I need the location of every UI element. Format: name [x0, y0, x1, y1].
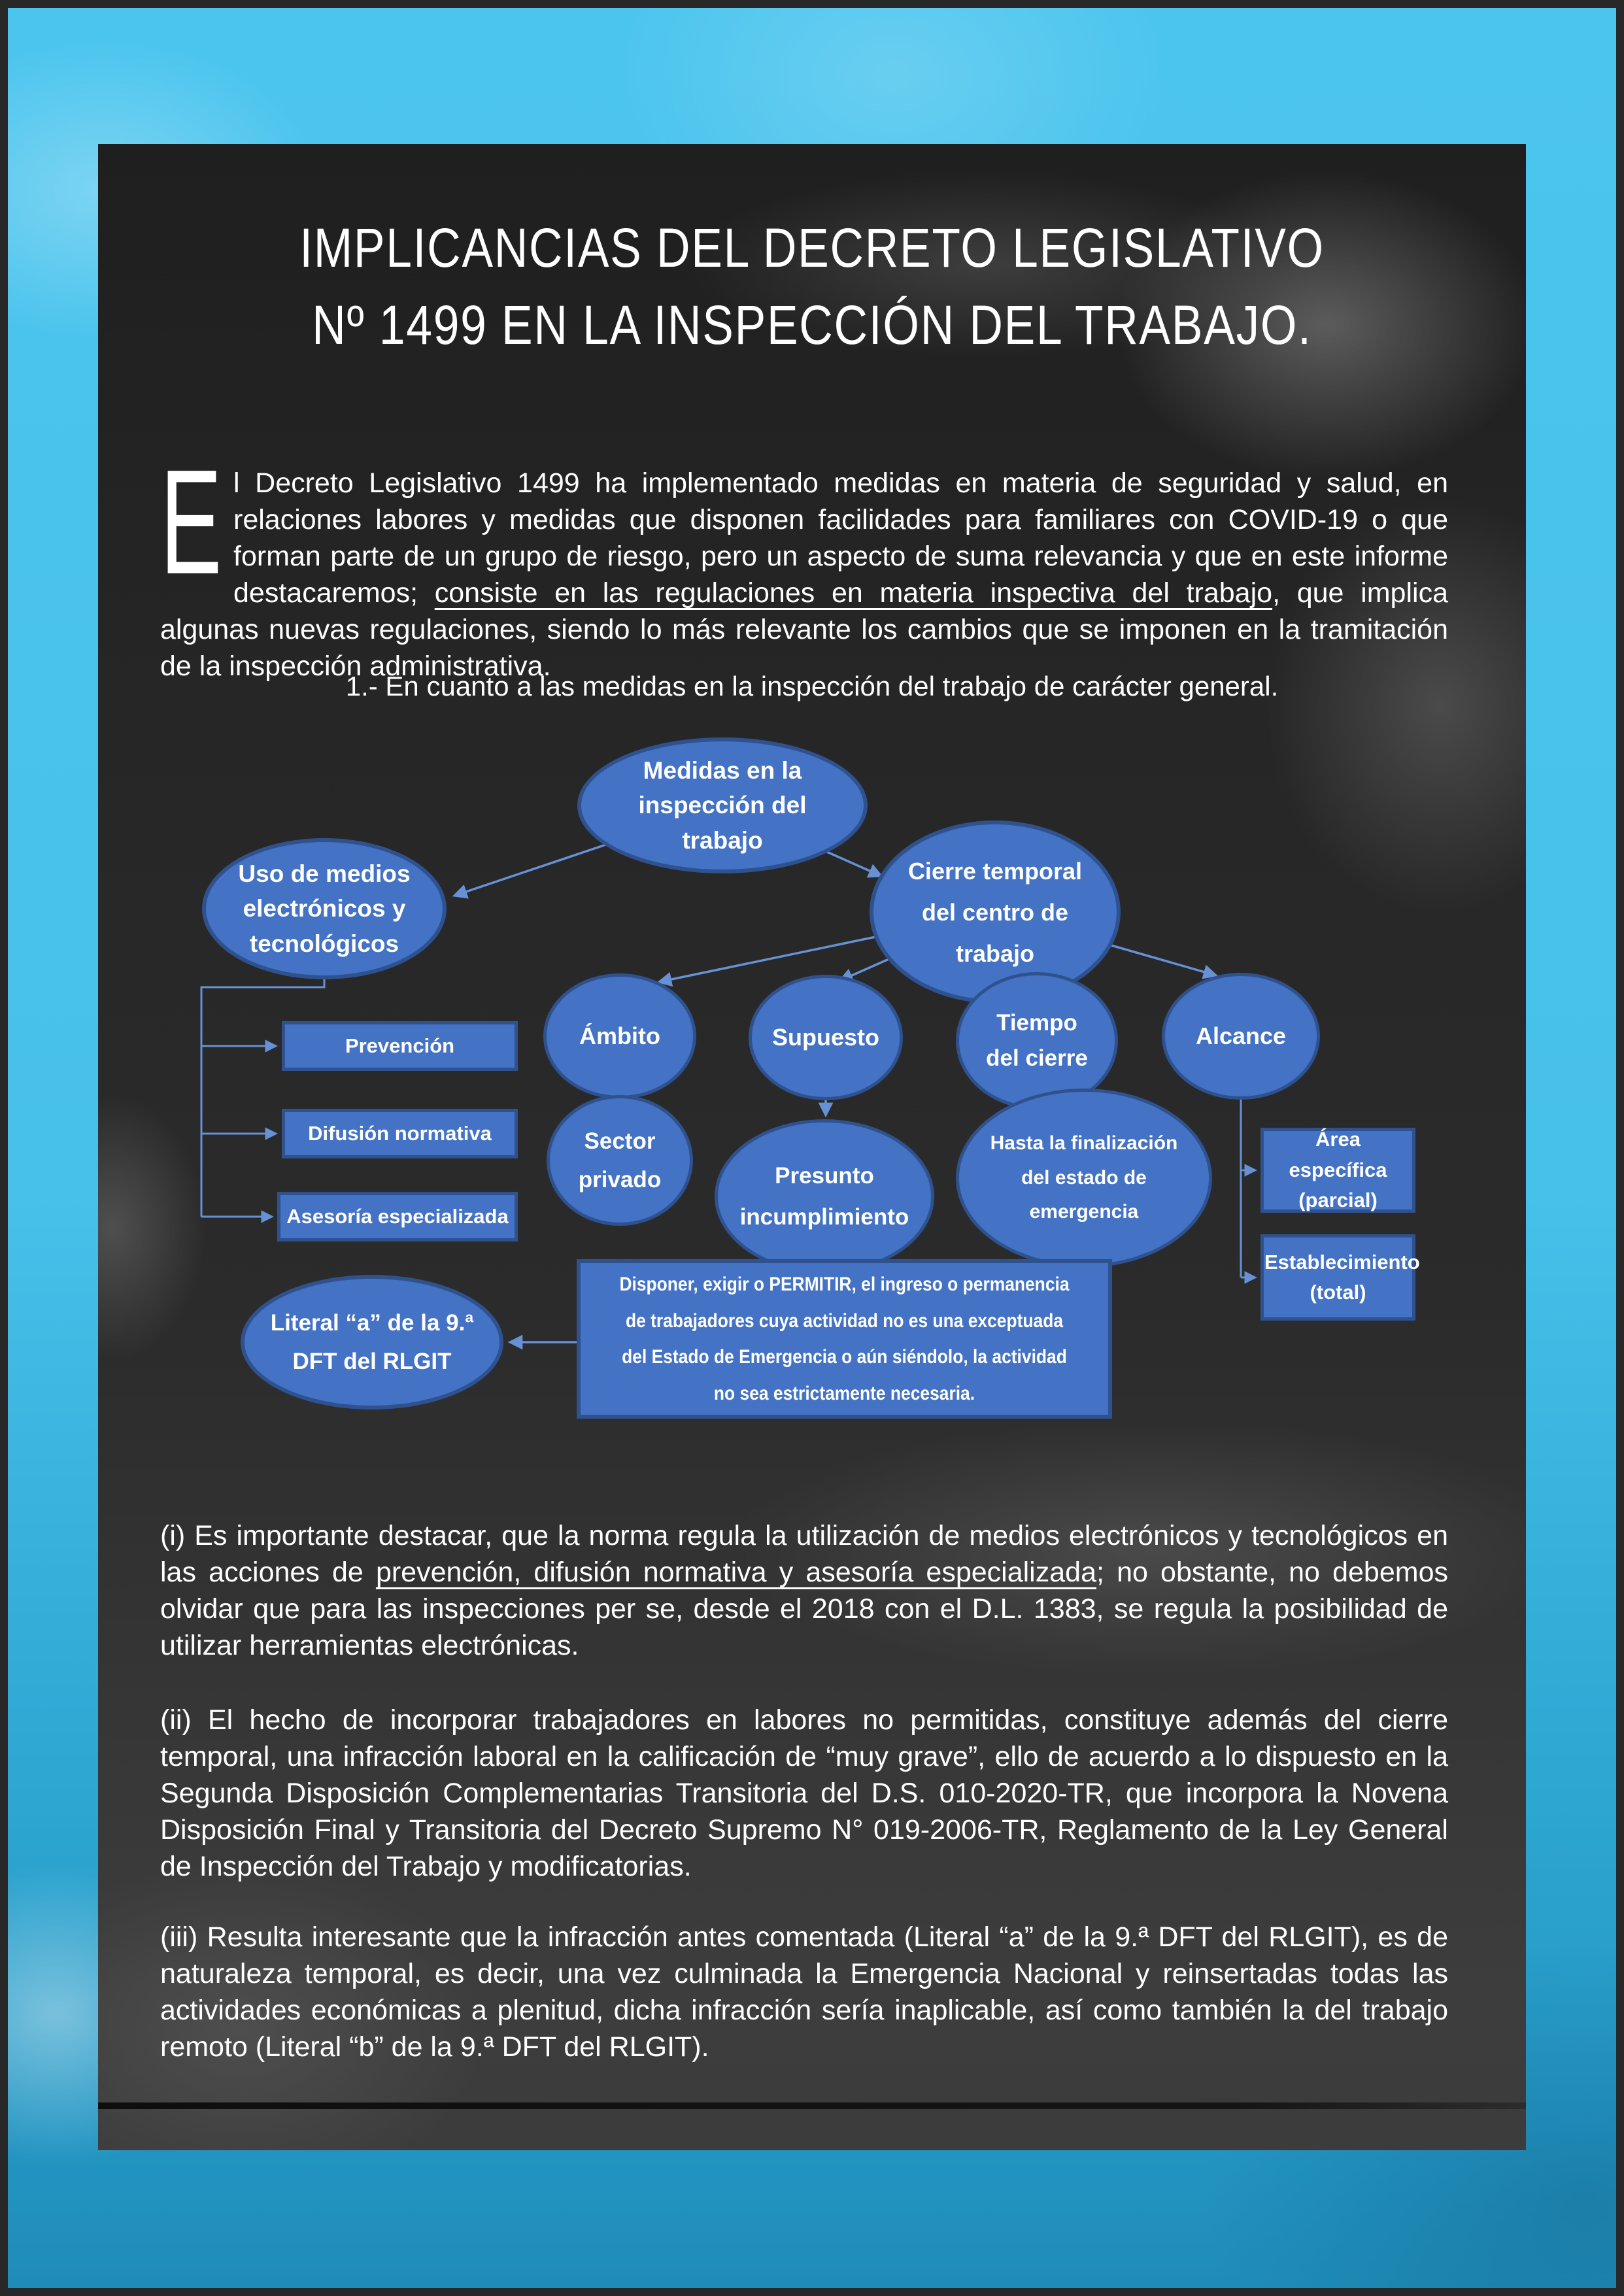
node-medidas-inspeccion: Medidas en la inspección del trabajo: [577, 737, 868, 873]
paragraph-i-underlined: prevención, difusión normativa y asesoría especializada: [375, 1557, 1096, 1588]
flow-diagram: [98, 680, 1526, 1451]
paragraph-i-after: ; no obstante, no debemos olvidar que para las inspecciones per se, desde el 2018 con el D.L. 1383, se regula la posibilidad de utilizar herramientas electrónicas.: [160, 1557, 1448, 1661]
node-tiempo-cierre: Tiempo del cierre: [956, 972, 1118, 1109]
node-uso-medios: Uso de medios electrónicos y tecnológicos: [202, 838, 447, 979]
document-page: [98, 144, 1526, 2150]
node-presunto-incumplimiento: Presunto incumplimiento: [715, 1119, 934, 1274]
node-disponer-permitir: Disponer, exigir o PERMITIR, el ingreso o permanencia de trabajadores cuya actividad no es una exceptuada del Estado de Emergencia o aún siéndolo, la actividad no sea estrictamente necesaria.: [577, 1259, 1112, 1419]
node-alcance: Alcance: [1162, 973, 1320, 1100]
node-literal-a-dft: Literal “a” de la 9.ª DFT del RLGIT: [241, 1275, 503, 1410]
section-heading: 1.- En cuanto a las medidas en la inspección del trabajo de carácter general.: [345, 671, 1279, 701]
node-establecimiento: Establecimiento (total): [1260, 1234, 1415, 1321]
blue-backdrop: [8, 8, 1616, 2288]
page-title: [205, 209, 1419, 363]
paragraph-ii: (ii) El hecho de incorporar trabajadores en labores no permitidas, constituye además del cierre temporal, una infracción laboral en la calificación de “muy grave”, ello de acuerdo a lo dispuesto en la Segunda Disposición Complementarias Transitoria del D.S. 010-2020-TR, que incorpora la Novena Disposición Final y Transitoria del Decreto Supremo N° 019-2006-TR, Reglamento de la Ley General de Inspección del Trabajo y modificatorias.: [160, 1704, 1448, 1882]
node-supuesto: Supuesto: [749, 975, 903, 1100]
drop-cap: E: [160, 439, 222, 605]
node-hasta-finalizacion: Hasta la finalización del estado de emergencia: [956, 1089, 1212, 1268]
node-asesoria-especializada: Asesoría especializada: [277, 1192, 518, 1241]
paragraph-i-before: (i) Es importante destacar, que la norma regula la utilización de medios electrónicos y tecnológicos en las acciones de: [160, 1520, 1448, 1588]
node-prevencion: Prevención: [282, 1021, 518, 1071]
intro-text-before: l Decreto Legislativo 1499 ha implementado medidas en materia de seguridad y salud, en relaciones labores y medidas que disponen facilidades para familiares con COVID-19 o que forman parte de un grupo de riesgo, pero un aspecto de suma relevancia y que en este informe destacaremos;: [233, 467, 1448, 609]
node-ambito: Ámbito: [543, 973, 696, 1099]
page-title-line1: IMPLICANCIAS DEL DECRETO LEGISLATIVO: [299, 217, 1325, 279]
intro-text-underlined: consiste en las regulaciones en materia inspectiva del trabajo: [434, 577, 1273, 609]
intro-paragraph: [160, 439, 1448, 684]
node-sector-privado: Sector privado: [547, 1095, 693, 1226]
node-area-especifica: Área específica (parcial): [1260, 1128, 1415, 1213]
paragraph-i: [160, 1517, 1448, 1664]
intro-text-after: , que implica algunas nuevas regulaciones, siendo lo más relevante los cambios que se imponen en la tramitación de la inspección administrativa.: [160, 577, 1448, 682]
node-cierre-temporal: Cierre temporal del centro de trabajo: [870, 820, 1121, 1004]
paragraph-iii: (iii) Resulta interesante que la infracción antes comentada (Literal “a” de la 9.ª DFT del RLGIT), es de naturaleza temporal, es decir, una vez culminada la Emergencia Nacional y reinsertadas todas las actividades económicas a plenitud, dicha infracción sería inaplicable, así como también la del trabajo remoto (Literal “b” de la 9.ª DFT del RLGIT).: [160, 1921, 1448, 2063]
node-difusion-normativa: Difusión normativa: [282, 1109, 518, 1158]
page-title-line2: Nº 1499 EN LA INSPECCIÓN DEL TRABAJO.: [312, 294, 1312, 356]
